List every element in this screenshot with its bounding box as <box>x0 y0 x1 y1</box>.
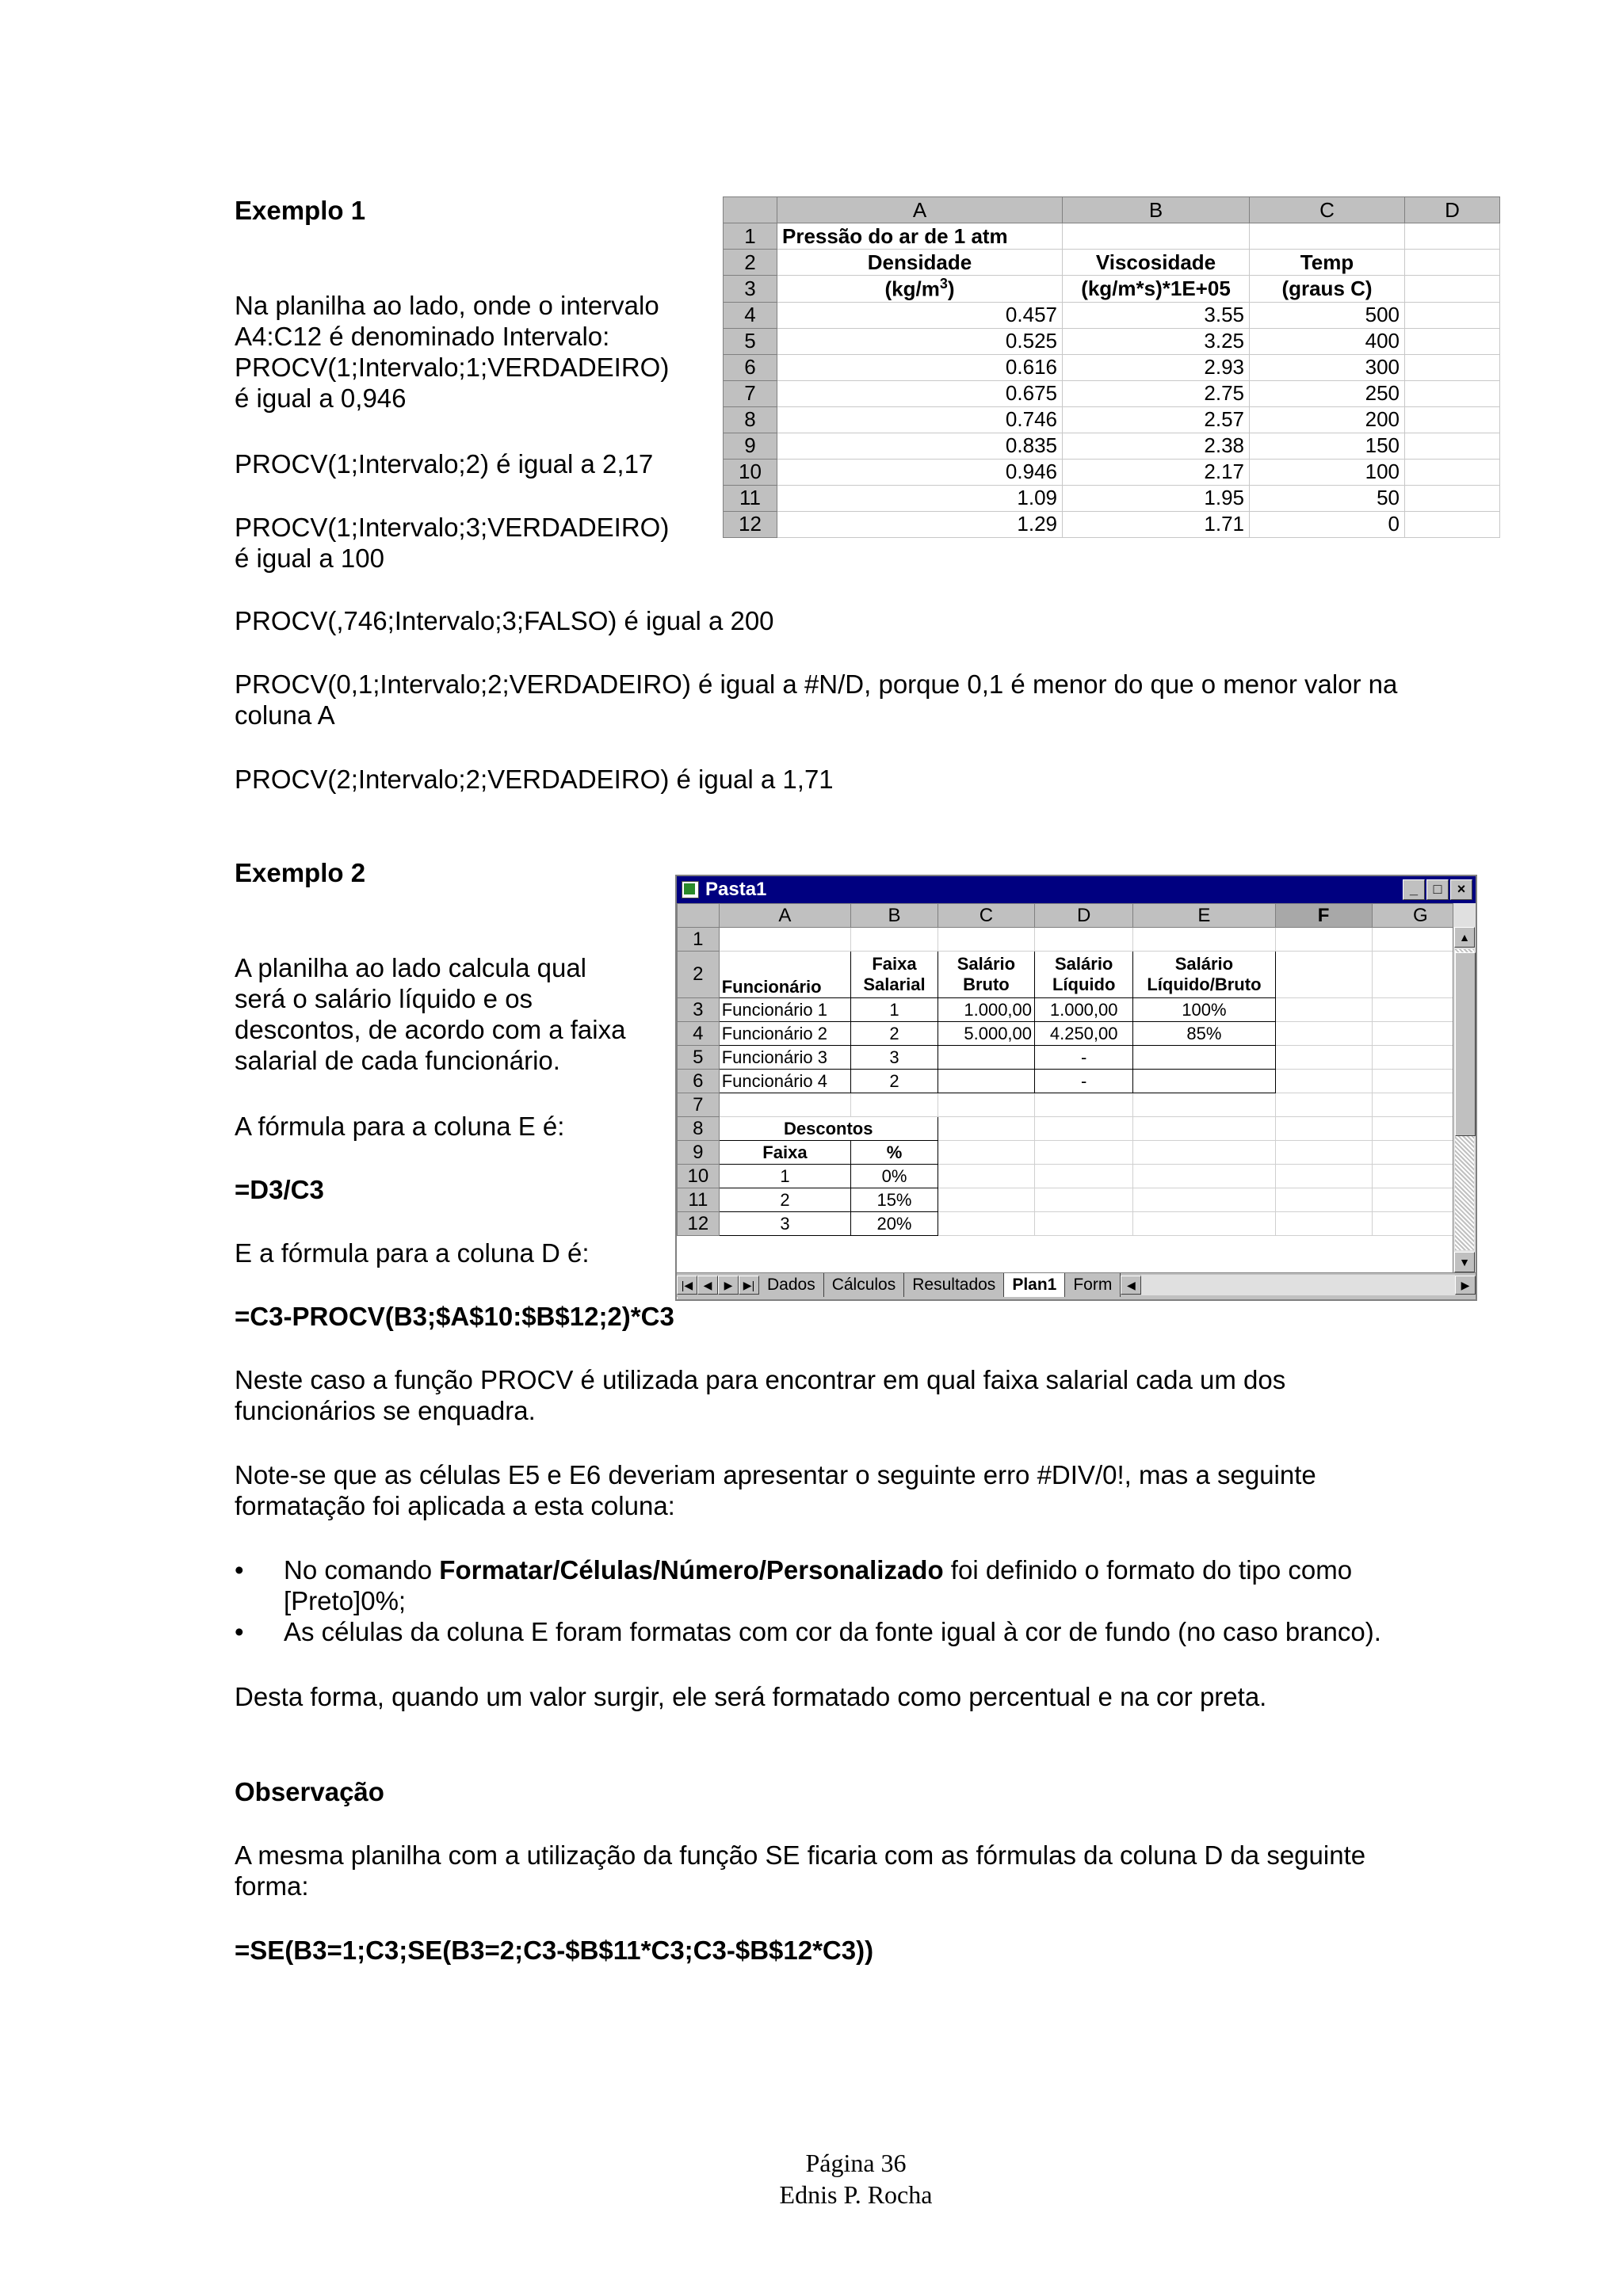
row-header[interactable]: 10 <box>724 459 777 485</box>
cell[interactable] <box>1405 511 1500 537</box>
density-cell[interactable]: 1.09 <box>777 485 1063 511</box>
bullet-item <box>235 1554 1471 1616</box>
cell[interactable] <box>851 928 938 952</box>
cell[interactable] <box>1063 223 1250 250</box>
gross-salary-cell[interactable] <box>938 1046 1034 1070</box>
discount-percent-cell[interactable]: 15% <box>851 1188 938 1212</box>
example2-paragraph-3: E a fórmula para a coluna D é: <box>235 1238 590 1268</box>
scroll-down-icon[interactable]: ▼ <box>1454 1252 1475 1272</box>
cell[interactable] <box>1275 928 1372 952</box>
text-line: salarial de cada funcionário. <box>235 1046 560 1075</box>
cell[interactable] <box>1372 1117 1453 1141</box>
gross-salary-cell[interactable]: 5.000,00 <box>938 1022 1034 1046</box>
horizontal-scrollbar[interactable] <box>1141 1275 1455 1295</box>
row-header[interactable]: 9 <box>724 433 777 459</box>
example2-paragraph-6: Desta forma, quando um valor surgir, ele será formatado como percentual e na cor preta. <box>235 1682 1267 1711</box>
cell[interactable] <box>938 928 1034 952</box>
table-row <box>678 1165 1453 1188</box>
author-name: Ednis P. Rocha <box>779 2180 933 2209</box>
discount-percent-cell[interactable]: 20% <box>851 1212 938 1236</box>
tab-form[interactable]: Form <box>1065 1273 1121 1297</box>
employee-name-cell[interactable]: Funcionário 4 <box>719 1070 851 1093</box>
cell[interactable] <box>1035 1117 1133 1141</box>
row-header[interactable]: 2 <box>724 250 777 276</box>
row-header[interactable]: 1 <box>678 928 720 952</box>
tab-dados[interactable]: Dados <box>759 1273 824 1297</box>
temperature-cell[interactable]: 150 <box>1250 433 1405 459</box>
text-line: forma: <box>235 1871 309 1901</box>
row-header[interactable]: 8 <box>678 1117 720 1141</box>
density-cell[interactable]: 0.616 <box>777 354 1063 380</box>
table-row <box>724 459 1500 485</box>
band-cell[interactable]: 1 <box>719 1165 851 1188</box>
temperature-cell[interactable]: 250 <box>1250 380 1405 406</box>
row-header[interactable]: 8 <box>724 406 777 433</box>
cell[interactable] <box>1405 223 1500 250</box>
row-header[interactable]: 4 <box>678 1022 720 1046</box>
cell[interactable] <box>719 928 851 952</box>
header-line: Salarial <box>863 974 926 994</box>
net-gross-ratio-cell[interactable] <box>1133 1046 1275 1070</box>
example2-paragraph-4 <box>235 1364 1285 1426</box>
scroll-left-icon[interactable]: ◀ <box>1121 1276 1141 1295</box>
viscosity-cell[interactable]: 1.95 <box>1063 485 1250 511</box>
band-cell[interactable]: 2 <box>719 1188 851 1212</box>
observation-title: Observação <box>235 1777 384 1806</box>
format-code: [Preto]0%; <box>284 1586 407 1615</box>
cell[interactable] <box>1133 1141 1275 1165</box>
row-header[interactable]: 6 <box>678 1070 720 1093</box>
band-cell[interactable]: 3 <box>719 1212 851 1236</box>
salary-band-cell[interactable]: 1 <box>851 998 938 1022</box>
text-line: é igual a 0,946 <box>235 383 407 413</box>
cell[interactable] <box>1133 1165 1275 1188</box>
cell[interactable] <box>1405 380 1500 406</box>
cell[interactable] <box>938 1188 1034 1212</box>
text-line: PROCV(1;Intervalo;1;VERDADEIRO) <box>235 353 670 382</box>
prev-sheet-icon[interactable]: ◀ <box>697 1276 718 1295</box>
cell[interactable] <box>1035 1212 1133 1236</box>
cell[interactable] <box>1035 1141 1133 1165</box>
row-header[interactable]: 9 <box>678 1141 720 1165</box>
cell[interactable] <box>938 1165 1034 1188</box>
title-cell[interactable]: Pressão do ar de 1 atm <box>777 223 1063 250</box>
cell[interactable] <box>1405 406 1500 433</box>
cell[interactable] <box>1275 952 1372 998</box>
table-row <box>724 485 1500 511</box>
header-cell[interactable]: Densidade <box>777 250 1063 276</box>
cell[interactable] <box>1275 1188 1372 1212</box>
row-header[interactable]: 6 <box>724 354 777 380</box>
cell[interactable] <box>719 1093 851 1117</box>
tab-calculos[interactable]: Cálculos <box>824 1273 905 1297</box>
cell[interactable] <box>1405 302 1500 328</box>
bullet-item: • As células da coluna E foram formatas com cor da fonte igual à cor de fundo (no caso branco). <box>235 1616 1471 1647</box>
cell[interactable] <box>1035 928 1133 952</box>
table-row <box>724 406 1500 433</box>
example1-paragraph-6: PROCV(2;Intervalo;2;VERDADEIRO) é igual a 1,71 <box>235 765 834 794</box>
header-cell[interactable] <box>938 952 1034 998</box>
header-cell[interactable] <box>1035 952 1133 998</box>
example2-paragraph-5 <box>235 1459 1316 1521</box>
employee-name-cell[interactable]: Funcionário 1 <box>719 998 851 1022</box>
cell[interactable] <box>1372 952 1453 998</box>
cell[interactable] <box>1275 1141 1372 1165</box>
corner-cell[interactable] <box>678 904 720 928</box>
cell[interactable] <box>1275 1070 1372 1093</box>
row-header[interactable]: 11 <box>678 1188 720 1212</box>
column-header[interactable]: A <box>719 904 851 928</box>
page-footer <box>0 2147 1623 2210</box>
cell[interactable] <box>1275 1117 1372 1141</box>
cell[interactable] <box>1250 223 1405 250</box>
unit-cell[interactable] <box>777 276 1063 303</box>
density-cell[interactable]: 1.29 <box>777 511 1063 537</box>
cell[interactable] <box>1372 998 1453 1022</box>
table-row <box>678 998 1453 1022</box>
page-number: Página 36 <box>805 2149 907 2177</box>
cell[interactable] <box>1405 354 1500 380</box>
scroll-track[interactable] <box>1455 949 1474 1250</box>
first-sheet-icon[interactable]: |◀ <box>677 1276 697 1295</box>
density-cell[interactable]: 0.675 <box>777 380 1063 406</box>
cell[interactable] <box>938 1093 1034 1117</box>
cell[interactable] <box>1133 1117 1275 1141</box>
viscosity-cell[interactable]: 2.38 <box>1063 433 1250 459</box>
temperature-cell[interactable]: 500 <box>1250 302 1405 328</box>
cell[interactable] <box>1133 1188 1275 1212</box>
density-cell[interactable]: 0.525 <box>777 328 1063 354</box>
net-gross-ratio-cell[interactable]: 85% <box>1133 1022 1275 1046</box>
cell[interactable] <box>1405 459 1500 485</box>
table-row <box>724 302 1500 328</box>
cell[interactable] <box>938 1117 1034 1141</box>
formula-column-d: =C3-PROCV(B3;$A$10:$B$12;2)*C3 <box>235 1302 674 1331</box>
cell[interactable] <box>1275 1022 1372 1046</box>
cell[interactable] <box>1372 1212 1453 1236</box>
employee-name-cell[interactable]: Funcionário 3 <box>719 1046 851 1070</box>
descontos-title[interactable]: Descontos <box>719 1117 938 1141</box>
header-line: Salário <box>1055 954 1113 974</box>
vertical-scrollbar[interactable] <box>1453 903 1476 1272</box>
discount-percent-cell[interactable]: 0% <box>851 1165 938 1188</box>
example1-paragraph-2: PROCV(1;Intervalo;2) é igual a 2,17 <box>235 449 654 479</box>
column-header[interactable]: D <box>1405 197 1500 223</box>
cell[interactable] <box>1405 433 1500 459</box>
net-gross-ratio-cell[interactable]: 100% <box>1133 998 1275 1022</box>
header-line: Salário <box>1174 954 1234 974</box>
gross-salary-cell[interactable] <box>938 1070 1034 1093</box>
pressure-spreadsheet <box>723 196 1500 538</box>
cell[interactable] <box>851 1093 938 1117</box>
table-row <box>724 511 1500 537</box>
row-header[interactable]: 10 <box>678 1165 720 1188</box>
viscosity-cell[interactable]: 2.93 <box>1063 354 1250 380</box>
text-line: será o salário líquido e os <box>235 984 533 1013</box>
text-line: PROCV(0,1;Intervalo;2;VERDADEIRO) é igual a #N/D, porque 0,1 é menor do que o menor valor na <box>235 669 1398 699</box>
row-header[interactable]: 4 <box>724 302 777 328</box>
cell[interactable] <box>1372 1093 1453 1117</box>
cell[interactable] <box>1035 1165 1133 1188</box>
window-title: Pasta1 <box>705 879 767 900</box>
scroll-up-icon[interactable]: ▲ <box>1454 927 1475 948</box>
temperature-cell[interactable]: 100 <box>1250 459 1405 485</box>
text-line: Neste caso a função PROCV é utilizada para encontrar em qual faixa salarial cada um dos <box>235 1365 1286 1394</box>
text-line: Na planilha ao lado, onde o intervalo <box>235 291 659 320</box>
temperature-cell[interactable]: 300 <box>1250 354 1405 380</box>
example1-paragraph-4: PROCV(,746;Intervalo;3;FALSO) é igual a 200 <box>235 606 774 635</box>
density-cell[interactable]: 0.457 <box>777 302 1063 328</box>
header-line: Salário <box>957 954 1016 974</box>
viscosity-cell[interactable]: 1.71 <box>1063 511 1250 537</box>
table-row <box>724 433 1500 459</box>
cell[interactable] <box>1405 485 1500 511</box>
header-line: Faixa <box>872 954 917 974</box>
table-row <box>678 1188 1453 1212</box>
density-cell[interactable]: 0.835 <box>777 433 1063 459</box>
cell[interactable] <box>1275 1046 1372 1070</box>
table-row <box>678 1070 1453 1093</box>
menu-path: Formatar/Células/Número/Personalizado <box>439 1555 944 1585</box>
cell[interactable] <box>1275 1093 1372 1117</box>
cell[interactable] <box>1405 250 1500 276</box>
column-header[interactable]: A <box>777 197 1063 223</box>
net-salary-cell[interactable]: 1.000,00 <box>1035 998 1133 1022</box>
cell[interactable] <box>1372 1188 1453 1212</box>
example1-paragraph-1 <box>235 290 669 414</box>
salary-band-cell[interactable]: 3 <box>851 1046 938 1070</box>
net-salary-cell[interactable]: 4.250,00 <box>1035 1022 1133 1046</box>
row-header[interactable]: 3 <box>678 998 720 1022</box>
cell[interactable] <box>1372 1022 1453 1046</box>
text-line: A planilha ao lado calcula qual <box>235 953 587 982</box>
cell[interactable] <box>1372 928 1453 952</box>
example1-title: Exemplo 1 <box>235 196 366 225</box>
corner-cell[interactable] <box>724 197 777 223</box>
cell[interactable] <box>1405 276 1500 303</box>
header-cell[interactable] <box>851 952 938 998</box>
net-salary-cell[interactable]: - <box>1035 1046 1133 1070</box>
column-header[interactable]: G <box>1372 904 1453 928</box>
cell[interactable] <box>1133 928 1275 952</box>
text-line: é igual a 100 <box>235 543 384 573</box>
cell[interactable] <box>1275 1212 1372 1236</box>
column-header[interactable]: B <box>851 904 938 928</box>
density-cell[interactable]: 0.946 <box>777 459 1063 485</box>
cell[interactable] <box>1372 1070 1453 1093</box>
tab-plan1[interactable]: Plan1 <box>1004 1273 1065 1297</box>
cell[interactable] <box>1405 328 1500 354</box>
row-header[interactable]: 1 <box>724 223 777 250</box>
excel-app-icon <box>682 881 699 898</box>
text-line: funcionários se enquadra. <box>235 1396 536 1425</box>
row-header[interactable]: 5 <box>678 1046 720 1070</box>
sheet-tab-bar <box>677 1272 1476 1297</box>
formula-column-e: =D3/C3 <box>235 1175 324 1204</box>
last-sheet-icon[interactable]: ▶| <box>739 1276 759 1295</box>
cell[interactable] <box>1035 1093 1133 1117</box>
text-line: Note-se que as células E5 e E6 deveriam apresentar o seguinte erro #DIV/0!, mas a seguinte <box>235 1460 1316 1489</box>
cell[interactable] <box>938 1141 1034 1165</box>
text: foi definido o formato do tipo como <box>943 1555 1353 1585</box>
salary-band-cell[interactable]: 2 <box>851 1022 938 1046</box>
viscosity-cell[interactable]: 2.17 <box>1063 459 1250 485</box>
bullet-list <box>235 1554 1471 1647</box>
column-header[interactable]: C <box>1250 197 1405 223</box>
cell[interactable] <box>1372 1165 1453 1188</box>
row-header[interactable]: 11 <box>724 485 777 511</box>
unit-text: (kg/m <box>884 277 940 301</box>
scroll-thumb[interactable] <box>1455 952 1476 1136</box>
scroll-right-icon[interactable]: ▶ <box>1455 1276 1476 1295</box>
header-line: Líquido <box>1052 974 1116 994</box>
text-line: A4:C12 é denominado Intervalo: <box>235 322 610 351</box>
column-header[interactable]: D <box>1035 904 1133 928</box>
cell[interactable] <box>1133 1212 1275 1236</box>
cell[interactable] <box>938 1212 1034 1236</box>
row-header[interactable]: 7 <box>724 380 777 406</box>
column-header[interactable]: B <box>1063 197 1250 223</box>
header-cell[interactable]: Funcionário <box>719 952 851 998</box>
cell[interactable] <box>1035 1188 1133 1212</box>
viscosity-cell[interactable]: 3.25 <box>1063 328 1250 354</box>
temperature-cell[interactable]: 400 <box>1250 328 1405 354</box>
header-cell[interactable] <box>1133 952 1275 998</box>
net-salary-cell[interactable]: - <box>1035 1070 1133 1093</box>
tab-resultados[interactable]: Resultados <box>904 1273 1004 1297</box>
text-line: PROCV(1;Intervalo;3;VERDADEIRO) <box>235 513 670 542</box>
excel-window <box>675 875 1477 1301</box>
header-cell[interactable]: Faixa <box>719 1141 851 1165</box>
row-header[interactable]: 12 <box>724 511 777 537</box>
example1-paragraph-5 <box>235 669 1397 730</box>
temperature-cell[interactable]: 50 <box>1250 485 1405 511</box>
table-row <box>724 380 1500 406</box>
unit-exponent: 3 <box>939 276 948 292</box>
column-header[interactable]: C <box>938 904 1034 928</box>
unit-cell[interactable]: (kg/m*s)*1E+05 <box>1063 276 1250 303</box>
cell[interactable] <box>1372 1141 1453 1165</box>
header-cell[interactable]: Temp <box>1250 250 1405 276</box>
observation-paragraph <box>235 1840 1365 1901</box>
row-header[interactable]: 3 <box>724 276 777 303</box>
column-header[interactable]: E <box>1133 904 1275 928</box>
close-button[interactable]: × <box>1450 879 1472 900</box>
next-sheet-icon[interactable]: ▶ <box>718 1276 739 1295</box>
header-cell[interactable]: Viscosidade <box>1063 250 1250 276</box>
row-header[interactable]: 12 <box>678 1212 720 1236</box>
header-line: Líquido/Bruto <box>1147 974 1262 994</box>
table-row <box>724 328 1500 354</box>
viscosity-cell[interactable]: 2.57 <box>1063 406 1250 433</box>
salary-spreadsheet <box>677 903 1453 1236</box>
example2-paragraph-2: A fórmula para a coluna E é: <box>235 1112 565 1141</box>
employee-name-cell[interactable]: Funcionário 2 <box>719 1022 851 1046</box>
cell[interactable] <box>1372 1046 1453 1070</box>
minimize-button[interactable]: _ <box>1403 879 1425 900</box>
header-cell[interactable]: % <box>851 1141 938 1165</box>
temperature-cell[interactable]: 0 <box>1250 511 1405 537</box>
unit-cell[interactable]: (graus C) <box>1250 276 1405 303</box>
gross-salary-cell[interactable]: 1.000,00 <box>938 998 1034 1022</box>
row-header[interactable]: 2 <box>678 952 720 998</box>
viscosity-cell[interactable]: 3.55 <box>1063 302 1250 328</box>
example1-paragraph-3 <box>235 512 669 574</box>
viscosity-cell[interactable]: 2.75 <box>1063 380 1250 406</box>
salary-band-cell[interactable]: 2 <box>851 1070 938 1093</box>
temperature-cell[interactable]: 200 <box>1250 406 1405 433</box>
text-line: formatação foi aplicada a esta coluna: <box>235 1491 675 1520</box>
header-line: Bruto <box>963 974 1010 994</box>
text-line: descontos, de acordo com a faixa <box>235 1015 626 1044</box>
text-line: A mesma planilha com a utilização da função SE ficaria com as fórmulas da coluna D da seguinte <box>235 1840 1366 1870</box>
column-header-selected[interactable]: F <box>1275 904 1372 928</box>
cell[interactable] <box>1275 1165 1372 1188</box>
unit-text: ) <box>947 277 955 301</box>
cell[interactable] <box>1133 1093 1275 1117</box>
net-gross-ratio-cell[interactable] <box>1133 1070 1275 1093</box>
formula-se: =SE(B3=1;C3;SE(B3=2;C3-$B$11*C3;C3-$B$12*C3)) <box>235 1936 874 1965</box>
table-row <box>678 1022 1453 1046</box>
title-bar[interactable] <box>677 876 1476 903</box>
example2-title: Exemplo 2 <box>235 858 366 887</box>
row-header[interactable]: 5 <box>724 328 777 354</box>
example2-paragraph-1 <box>235 952 625 1076</box>
text: No comando <box>284 1555 440 1585</box>
cell[interactable] <box>1275 998 1372 1022</box>
row-header[interactable]: 7 <box>678 1093 720 1117</box>
text-line: coluna A <box>235 700 335 730</box>
table-row <box>724 354 1500 380</box>
table-row <box>678 1212 1453 1236</box>
density-cell[interactable]: 0.746 <box>777 406 1063 433</box>
table-row <box>678 1046 1453 1070</box>
maximize-button[interactable]: □ <box>1426 879 1449 900</box>
